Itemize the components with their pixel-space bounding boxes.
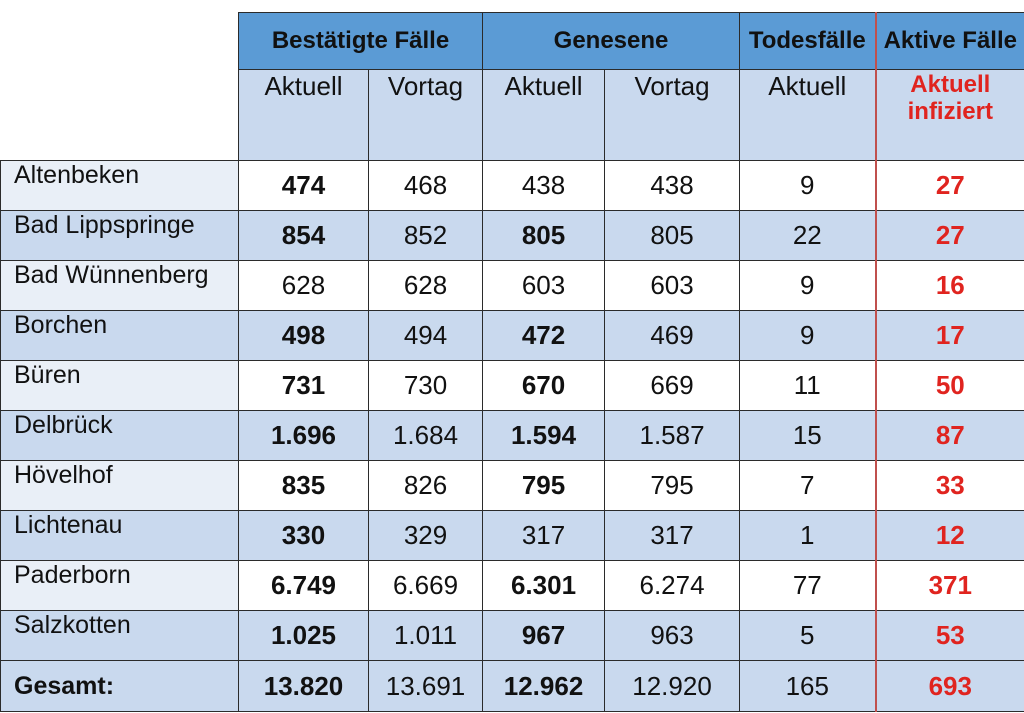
row-name: Büren (1, 361, 239, 411)
cell-confirmed-aktuell: 731 (239, 361, 369, 411)
cell-recovered-vortag: 1.587 (605, 411, 740, 461)
cell-confirmed-aktuell: 330 (239, 511, 369, 561)
cell-recovered-aktuell: 670 (483, 361, 605, 411)
sub-header-active (876, 70, 1024, 161)
group-header-row (1, 13, 1024, 70)
cell-active: 53 (876, 611, 1024, 661)
table-row (1, 211, 1024, 261)
cell-deaths: 77 (740, 561, 876, 611)
table-row (1, 561, 1024, 611)
cell-active: 27 (876, 161, 1024, 211)
corner-cell (1, 13, 239, 161)
cell-deaths: 7 (740, 461, 876, 511)
total-active: 693 (876, 661, 1024, 712)
cell-deaths: 22 (740, 211, 876, 261)
row-name: Bad Wünnenberg (1, 261, 239, 311)
cell-deaths: 5 (740, 611, 876, 661)
total-row (1, 661, 1024, 712)
cell-active: 50 (876, 361, 1024, 411)
cell-confirmed-aktuell: 835 (239, 461, 369, 511)
total-label: Gesamt: (1, 661, 239, 712)
cell-active: 16 (876, 261, 1024, 311)
table-row (1, 611, 1024, 661)
cell-recovered-vortag: 6.274 (605, 561, 740, 611)
cell-confirmed-vortag: 628 (369, 261, 483, 311)
cell-confirmed-vortag: 468 (369, 161, 483, 211)
cell-deaths: 9 (740, 311, 876, 361)
cell-recovered-aktuell: 967 (483, 611, 605, 661)
cell-recovered-vortag: 603 (605, 261, 740, 311)
table-row (1, 361, 1024, 411)
cell-recovered-vortag: 438 (605, 161, 740, 211)
row-name: Salzkotten (1, 611, 239, 661)
cell-active: 27 (876, 211, 1024, 261)
cell-recovered-aktuell: 472 (483, 311, 605, 361)
covid-cases-table (0, 12, 1024, 712)
cell-recovered-vortag: 669 (605, 361, 740, 411)
cell-active: 17 (876, 311, 1024, 361)
cell-active: 12 (876, 511, 1024, 561)
cell-confirmed-aktuell: 1.696 (239, 411, 369, 461)
sub-header-recovered-aktuell: Aktuell (483, 70, 605, 161)
cell-confirmed-aktuell: 628 (239, 261, 369, 311)
total-confirmed-vortag: 13.691 (369, 661, 483, 712)
cell-confirmed-vortag: 826 (369, 461, 483, 511)
cell-confirmed-vortag: 329 (369, 511, 483, 561)
cell-deaths: 15 (740, 411, 876, 461)
cell-recovered-aktuell: 438 (483, 161, 605, 211)
cell-confirmed-vortag: 730 (369, 361, 483, 411)
group-header-confirmed: Bestätigte Fälle (239, 13, 483, 70)
sub-header-confirmed-aktuell: Aktuell (239, 70, 369, 161)
cell-confirmed-vortag: 852 (369, 211, 483, 261)
cell-confirmed-aktuell: 1.025 (239, 611, 369, 661)
total-deaths: 165 (740, 661, 876, 712)
sub-header-deaths-aktuell: Aktuell (740, 70, 876, 161)
cell-recovered-vortag: 317 (605, 511, 740, 561)
sub-header-active-line2: infiziert (907, 98, 993, 125)
table-row (1, 161, 1024, 211)
cell-recovered-vortag: 963 (605, 611, 740, 661)
cell-confirmed-aktuell: 474 (239, 161, 369, 211)
table-row (1, 311, 1024, 361)
cell-deaths: 9 (740, 161, 876, 211)
total-recovered-vortag: 12.920 (605, 661, 740, 712)
cell-confirmed-vortag: 494 (369, 311, 483, 361)
cell-confirmed-vortag: 1.684 (369, 411, 483, 461)
cell-active: 33 (876, 461, 1024, 511)
table-row (1, 511, 1024, 561)
row-name: Borchen (1, 311, 239, 361)
cell-active: 371 (876, 561, 1024, 611)
table-row (1, 461, 1024, 511)
row-name: Bad Lippspringe (1, 211, 239, 261)
cell-deaths: 11 (740, 361, 876, 411)
cell-confirmed-aktuell: 6.749 (239, 561, 369, 611)
row-name: Paderborn (1, 561, 239, 611)
cell-confirmed-aktuell: 854 (239, 211, 369, 261)
table-row (1, 411, 1024, 461)
cell-deaths: 9 (740, 261, 876, 311)
cell-recovered-vortag: 469 (605, 311, 740, 361)
cell-deaths: 1 (740, 511, 876, 561)
cell-recovered-aktuell: 603 (483, 261, 605, 311)
cell-recovered-aktuell: 6.301 (483, 561, 605, 611)
cell-active: 87 (876, 411, 1024, 461)
row-name: Hövelhof (1, 461, 239, 511)
cell-recovered-vortag: 805 (605, 211, 740, 261)
cell-confirmed-vortag: 1.011 (369, 611, 483, 661)
total-confirmed-aktuell: 13.820 (239, 661, 369, 712)
table-row (1, 261, 1024, 311)
sub-header-recovered-vortag: Vortag (605, 70, 740, 161)
cell-recovered-aktuell: 317 (483, 511, 605, 561)
cell-recovered-aktuell: 795 (483, 461, 605, 511)
cell-confirmed-vortag: 6.669 (369, 561, 483, 611)
group-header-recovered: Genesene (483, 13, 740, 70)
group-header-deaths: Todesfälle (740, 13, 876, 70)
cell-recovered-vortag: 795 (605, 461, 740, 511)
cell-recovered-aktuell: 805 (483, 211, 605, 261)
cell-recovered-aktuell: 1.594 (483, 411, 605, 461)
row-name: Lichtenau (1, 511, 239, 561)
total-recovered-aktuell: 12.962 (483, 661, 605, 712)
cell-confirmed-aktuell: 498 (239, 311, 369, 361)
group-header-active: Aktive Fälle (876, 13, 1024, 70)
sub-header-active-line1: Aktuell (910, 71, 991, 98)
row-name: Altenbeken (1, 161, 239, 211)
row-name: Delbrück (1, 411, 239, 461)
sub-header-confirmed-vortag: Vortag (369, 70, 483, 161)
